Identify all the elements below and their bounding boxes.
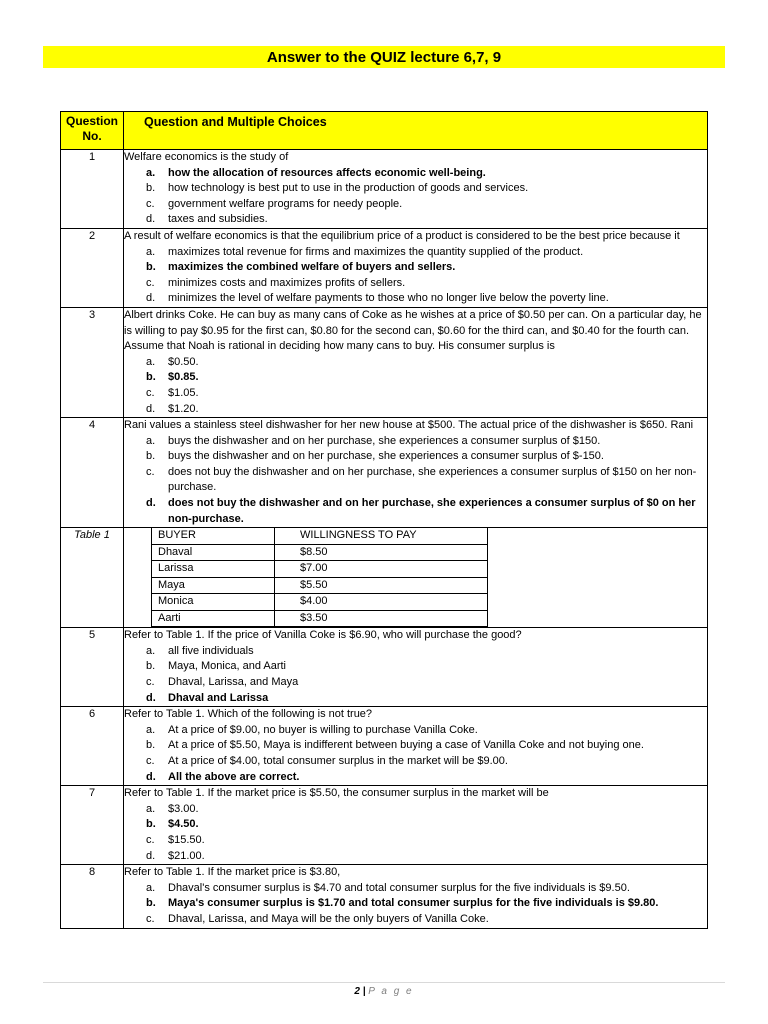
choice-item bbox=[146, 833, 707, 849]
choice-text: taxes and subsidies. bbox=[168, 213, 268, 226]
choice-list bbox=[124, 355, 707, 417]
question-cell bbox=[124, 865, 708, 928]
willingness-table bbox=[151, 528, 488, 627]
choice-text: $3.00. bbox=[168, 802, 199, 815]
question-row bbox=[61, 628, 708, 707]
question-stem: Refer to Table 1. If the price of Vanilla Coke is $6.90, who will purchase the good? bbox=[124, 629, 522, 642]
choice-list bbox=[124, 166, 707, 228]
question-cell bbox=[124, 628, 708, 707]
question-row bbox=[61, 786, 708, 865]
choice-letter: c. bbox=[146, 197, 155, 210]
table-header-row bbox=[61, 112, 708, 150]
question-number: 4 bbox=[61, 418, 124, 528]
choice-letter: a. bbox=[146, 723, 156, 736]
question-number: 3 bbox=[61, 307, 124, 417]
question-stem: A result of welfare economics is that the equilibrium price of a product is considered to be the best price because it bbox=[124, 229, 680, 242]
choice-text: does not buy the dishwasher and on her purchase, she experiences a consumer surplus of $0 on her non-purchase. bbox=[168, 497, 696, 525]
footer-divider bbox=[43, 982, 725, 983]
header-question-no-label: Question No. bbox=[65, 114, 118, 143]
question-row bbox=[61, 228, 708, 307]
choice-item bbox=[146, 754, 707, 770]
willingness-row bbox=[152, 544, 488, 561]
question-stem: Refer to Table 1. If the market price is $3.80, bbox=[124, 866, 341, 879]
question-row bbox=[61, 865, 708, 928]
table1-row bbox=[61, 528, 708, 628]
question-number: 1 bbox=[61, 150, 124, 229]
choice-text: all five individuals bbox=[168, 644, 254, 657]
correct-choice bbox=[146, 896, 707, 912]
correct-choice bbox=[146, 166, 707, 182]
choice-item bbox=[146, 912, 707, 928]
choice-item bbox=[146, 212, 707, 228]
choice-text: buys the dishwasher and on her purchase, she experiences a consumer surplus of $150. bbox=[168, 434, 601, 447]
question-cell bbox=[124, 418, 708, 528]
choice-letter: a. bbox=[146, 166, 156, 179]
choice-text: does not buy the dishwasher and on her purchase, she experiences a consumer surplus of $150 on her non-purchase. bbox=[168, 465, 697, 494]
quiz-table bbox=[60, 111, 708, 929]
question-stem: Refer to Table 1. If the market price is $5.50, the consumer surplus in the market will be bbox=[124, 787, 549, 800]
choice-letter: c. bbox=[146, 465, 155, 478]
question-row bbox=[61, 707, 708, 786]
choice-text: maximizes total revenue for firms and maximizes the quantity supplied of the product. bbox=[168, 245, 584, 258]
choice-text: Dhaval's consumer surplus is $4.70 and total consumer surplus for the five individuals is $9.50. bbox=[168, 881, 630, 894]
choice-letter: d. bbox=[146, 402, 156, 415]
choice-item bbox=[146, 644, 707, 660]
choice-letter: c. bbox=[146, 755, 155, 767]
choice-item bbox=[146, 245, 707, 261]
correct-choice bbox=[146, 370, 707, 386]
buyer-name: Larissa bbox=[152, 561, 275, 578]
willingness-row bbox=[152, 594, 488, 611]
choice-item bbox=[146, 449, 707, 465]
correct-choice bbox=[146, 496, 707, 527]
choice-letter: b. bbox=[146, 450, 156, 463]
correct-choice bbox=[146, 770, 707, 786]
choice-text: $1.20. bbox=[168, 402, 199, 415]
choice-letter: b. bbox=[146, 182, 156, 195]
choice-letter: c. bbox=[146, 833, 155, 846]
choice-item bbox=[146, 181, 707, 197]
page-footer bbox=[0, 986, 768, 997]
correct-choice bbox=[146, 260, 707, 276]
choice-text: how the allocation of resources affects economic well-being. bbox=[168, 166, 486, 179]
page-label: P a g e bbox=[368, 986, 414, 997]
choice-item bbox=[146, 849, 707, 865]
willingness-value: $7.00 bbox=[275, 561, 488, 578]
choice-letter: c. bbox=[146, 912, 155, 925]
header-question-choices: Question and Multiple Choices bbox=[124, 112, 708, 150]
choice-text: $1.05. bbox=[168, 386, 199, 399]
choice-item bbox=[146, 802, 707, 818]
choice-list bbox=[124, 245, 707, 307]
buyer-name: Dhaval bbox=[152, 544, 275, 561]
choice-letter: c. bbox=[146, 676, 155, 689]
choice-text: $15.50. bbox=[168, 833, 205, 846]
choice-letter: a. bbox=[146, 644, 156, 657]
wtp-header: WILLINGNESS TO PAY bbox=[275, 528, 488, 544]
document-title: Answer to the QUIZ lecture 6,7, 9 bbox=[43, 46, 725, 68]
choice-letter: d. bbox=[146, 691, 156, 704]
choice-text: buys the dishwasher and on her purchase, she experiences a consumer surplus of $-150. bbox=[168, 450, 604, 463]
choice-letter: d. bbox=[146, 213, 156, 226]
choice-text: $0.50. bbox=[168, 355, 199, 368]
choice-letter: a. bbox=[146, 881, 156, 894]
willingness-row bbox=[152, 561, 488, 578]
choice-letter: d. bbox=[146, 849, 156, 862]
choice-item bbox=[146, 291, 707, 307]
choice-item bbox=[146, 355, 707, 371]
question-row bbox=[61, 418, 708, 528]
question-number: 8 bbox=[61, 865, 124, 928]
choice-item bbox=[146, 465, 707, 496]
choice-list bbox=[124, 802, 707, 864]
question-cell bbox=[124, 707, 708, 786]
willingness-header-row bbox=[152, 528, 488, 544]
question-row bbox=[61, 150, 708, 229]
question-number: 5 bbox=[61, 628, 124, 707]
choice-text: Dhaval, Larissa, and Maya will be the only buyers of Vanilla Coke. bbox=[168, 912, 489, 925]
choice-item bbox=[146, 276, 707, 292]
choice-letter: a. bbox=[146, 434, 156, 447]
choice-text: how technology is best put to use in the production of goods and services. bbox=[168, 182, 529, 195]
choice-list bbox=[124, 644, 707, 706]
question-number: 7 bbox=[61, 786, 124, 865]
choice-letter: a. bbox=[146, 355, 156, 368]
question-stem: Refer to Table 1. Which of the following is not true? bbox=[124, 708, 373, 721]
header-question-no bbox=[61, 112, 124, 150]
question-row bbox=[61, 307, 708, 417]
footer-separator: | bbox=[362, 986, 366, 997]
choice-letter: a. bbox=[146, 245, 156, 258]
choice-text: Maya's consumer surplus is $1.70 and total consumer surplus for the five individuals is $9.80. bbox=[168, 897, 659, 910]
choice-text: minimizes the level of welfare payments to those who no longer live below the poverty line. bbox=[168, 292, 609, 305]
choice-item bbox=[146, 659, 707, 675]
willingness-value: $3.50 bbox=[275, 610, 488, 627]
choice-letter: d. bbox=[146, 770, 156, 783]
question-stem: Rani values a stainless steel dishwasher for her new house at $500. The actual price of the dishwasher is $650. Rani bbox=[124, 419, 694, 432]
page-number: 2 bbox=[354, 986, 360, 997]
choice-letter: b. bbox=[146, 660, 156, 673]
choice-text: Dhaval, Larissa, and Maya bbox=[168, 676, 299, 689]
choice-text: At a price of $9.00, no buyer is willing to purchase Vanilla Coke. bbox=[168, 723, 478, 736]
choice-letter: b. bbox=[146, 818, 156, 831]
choice-list bbox=[124, 434, 707, 528]
choice-text: Maya, Monica, and Aarti bbox=[168, 660, 287, 673]
choice-item bbox=[146, 723, 707, 739]
choice-text: All the above are correct. bbox=[168, 770, 300, 783]
willingness-row bbox=[152, 577, 488, 594]
choice-letter: b. bbox=[146, 739, 156, 752]
question-cell bbox=[124, 786, 708, 865]
choice-text: $21.00. bbox=[168, 849, 205, 862]
willingness-value: $8.50 bbox=[275, 544, 488, 561]
correct-choice bbox=[146, 817, 707, 833]
choice-letter: c. bbox=[146, 276, 155, 289]
table1-label: Table 1 bbox=[61, 528, 124, 628]
willingness-value: $5.50 bbox=[275, 577, 488, 594]
choice-item bbox=[146, 434, 707, 450]
willingness-row bbox=[152, 610, 488, 627]
correct-choice bbox=[146, 691, 707, 707]
buyer-name: Aarti bbox=[152, 610, 275, 627]
choice-list bbox=[124, 881, 707, 928]
choice-letter: b. bbox=[146, 897, 156, 910]
choice-text: maximizes the combined welfare of buyers and sellers. bbox=[168, 261, 456, 274]
question-number: 2 bbox=[61, 228, 124, 307]
question-cell bbox=[124, 307, 708, 417]
question-cell bbox=[124, 228, 708, 307]
choice-letter: a. bbox=[146, 802, 156, 815]
choice-item bbox=[146, 675, 707, 691]
buyer-name: Maya bbox=[152, 577, 275, 594]
choice-letter: c. bbox=[146, 386, 155, 399]
buyer-name: Monica bbox=[152, 594, 275, 611]
choice-text: government welfare programs for needy people. bbox=[168, 197, 403, 210]
question-cell bbox=[124, 150, 708, 229]
choice-text: Dhaval and Larissa bbox=[168, 691, 269, 704]
choice-text: $0.85. bbox=[168, 371, 199, 384]
choice-item bbox=[146, 738, 707, 754]
willingness-value: $4.00 bbox=[275, 594, 488, 611]
choice-text: minimizes costs and maximizes profits of sellers. bbox=[168, 276, 406, 289]
choice-text: At a price of $5.50, Maya is indifferent between buying a case of Vanilla Coke and not buying one. bbox=[168, 739, 644, 752]
choice-text: At a price of $4.00, total consumer surplus in the market will be $9.00. bbox=[168, 755, 508, 767]
question-number: 6 bbox=[61, 707, 124, 786]
choice-list bbox=[124, 723, 707, 785]
choice-letter: d. bbox=[146, 292, 156, 305]
table1-cell bbox=[124, 528, 708, 628]
choice-text: $4.50. bbox=[168, 818, 199, 831]
choice-letter: b. bbox=[146, 371, 156, 384]
choice-letter: b. bbox=[146, 261, 156, 274]
question-stem: Albert drinks Coke. He can buy as many cans of Coke as he wishes at a price of $0.50 per can. On a particular day, he is willing to pay $0.95 for the first can, $0.80 for the second can, $0.60 for the third can, and $0.40 for the fourth can. Assume that Noah is rational in deciding how many cans to buy. His consumer surplus is bbox=[124, 308, 702, 353]
choice-letter: d. bbox=[146, 497, 156, 510]
choice-item bbox=[146, 881, 707, 897]
buyer-header: BUYER bbox=[152, 528, 275, 544]
choice-item bbox=[146, 402, 707, 418]
choice-item bbox=[146, 386, 707, 402]
question-stem: Welfare economics is the study of bbox=[124, 151, 289, 163]
choice-item bbox=[146, 197, 707, 213]
